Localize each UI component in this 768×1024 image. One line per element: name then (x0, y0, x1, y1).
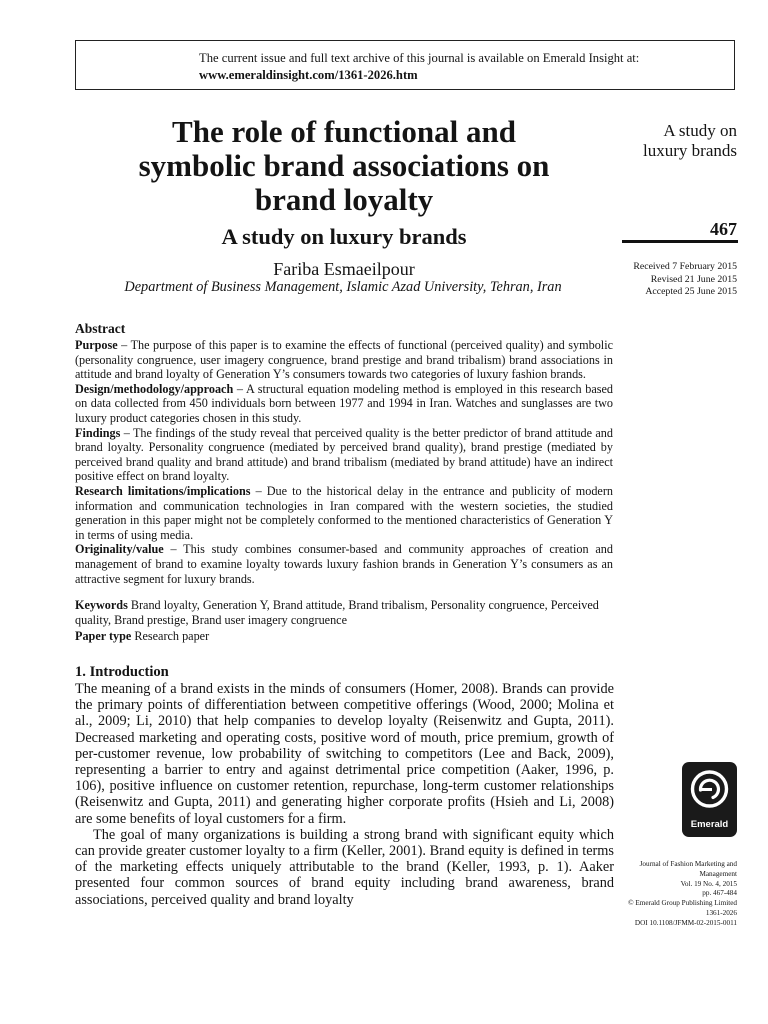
abstract-text: – The findings of the study reveal that perceived quality is the better predictor of brand attitude and brand loyalty. Personality congruence (mediated by perceived brand quality), brand prestige (mediated by perceived brand quality and brand attitude) and brand tribalism (mediated by brand attitude) have an indirect positive effect on brand loyalty. (75, 425, 613, 484)
abstract-section-purpose (75, 338, 613, 382)
title-line: brand loyalty (254, 182, 434, 217)
doi-link[interactable]: DOI 10.1108/JFMM-02-2015-0011 (634, 918, 737, 927)
abstract-text: – Due to the historical delay in the entrance and publicity of modern information and communication technologies in Iran compared with the western societies, the studied generation in this paper might not be completely conformed to the mentioned characteristics of Generation Y in terms of using media. (75, 483, 613, 542)
emerald-e-icon (682, 762, 737, 818)
abstract-text: – This study combines consumer-based and community approaches of creation and management of brand to examine loyalty towards luxury fashion brands in Generation Y’s consumers as an attractive segment for luxury brands. (75, 542, 613, 586)
journal-info-line: Management (699, 869, 737, 878)
abstract-section-originality (75, 542, 613, 586)
journal-url-link[interactable]: www.emeraldinsight.com/1361-2026.htm (199, 68, 418, 82)
journal-info-line: Journal of Fashion Marketing and (639, 860, 737, 868)
abstract-label: Purpose (75, 338, 118, 352)
journal-info-line: 1361-2026 (705, 908, 737, 917)
revised-date: Revised 21 June 2015 (650, 273, 737, 285)
author-affiliation: Department of Business Management, Islamic Azad University, Tehran, Iran (124, 279, 562, 295)
title-line: The role of functional and (172, 114, 516, 149)
emerald-logo (682, 762, 737, 837)
article-title (80, 115, 608, 217)
journal-info-line: © Emerald Group Publishing Limited (628, 899, 737, 908)
abstract-label: Design/methodology/approach (75, 381, 234, 396)
received-date: Received 7 February 2015 (633, 261, 737, 272)
abstract-label: Findings (75, 425, 121, 440)
journal-citation-info (600, 860, 737, 929)
abstract-section-findings (75, 426, 613, 484)
paper-type-label: Paper type (75, 629, 132, 643)
journal-info-line: Vol. 19 No. 4, 2015 (680, 879, 737, 888)
running-title-line: luxury brands (643, 141, 737, 160)
accepted-date: Accepted 25 June 2015 (645, 286, 737, 297)
journal-info-line: pp. 467-484 (702, 889, 737, 898)
author-name: Fariba Esmaeilpour (273, 259, 415, 279)
abstract-body (75, 338, 613, 586)
title-line: symbolic brand associations on (138, 148, 550, 183)
keywords (75, 598, 615, 628)
keywords-text: Brand loyalty, Generation Y, Brand attitude, Brand tribalism, Personality congruence, Perceived quality, Brand prestige, Brand user imagery congruence (75, 598, 599, 627)
paragraph: The meaning of a brand exists in the minds of consumers (Homer, 2008). Brands can provide the primary points of differentiation between competitive offerings (Wood, 2000; Molina et al., 2009; Li, 2010) that help companies to develop loyalty (Reisenwitz and Gupta, 2011). Decreased marketing and operating costs, positive word of mouth, price premium, growth of per-customer revenue, low probability of switching to competitors (Lee and Back, 2009), representing a barrier to entry and against detrimental price competition (Aaker, 1996, p. 106), positive influence on customer retention, repurchase, long-term customer relationships (Reisenwitz and Gupta, 2011) and generating higher corporate profits (Hsieh and Li, 2008) are some benefits of loyal customers for a firm. (75, 681, 614, 827)
abstract-text: – A structural equation modeling method is employed in this research based on data collected from 450 individuals born between 1977 and 1994 in Iran. Watches and sunglasses are two luxury product categories chosen in this study. (75, 381, 613, 425)
logo-wordmark: Emerald (690, 819, 729, 830)
abstract-section-limitations (75, 484, 613, 542)
article-subtitle: A study on luxury brands (221, 224, 467, 249)
introduction-body (75, 681, 614, 908)
article-history-dates (600, 261, 737, 299)
abstract-label: Research limitations/implications (75, 483, 251, 498)
abstract-text: – The purpose of this paper is to examine the effects of functional (perceived quality) and symbolic (personality congruence, user imagery congruence, brand prestige and brand tribalism) brand associations in attitude and brand loyalty of Generation Y’s consumers towards two categories of luxury fashion brands. (75, 338, 613, 382)
journal-availability-notice (75, 40, 735, 90)
page-number: 467 (710, 219, 737, 239)
paragraph: The goal of many organizations is building a strong brand with significant equity which can provide greater customer loyalty to a firm (Keller, 2001). Brand equity is defined in terms of the marketing effects uniquely attributable to the brand (Keller, 1993, p. 1). Aaker presented four common sources of brand equity including brand awareness, brand associations, perceived quality and brand loyalty (75, 826, 614, 908)
paper-type-text: Research paper (131, 629, 210, 643)
abstract-heading: Abstract (75, 321, 126, 336)
abstract-section-design (75, 382, 613, 426)
running-title (600, 121, 737, 161)
running-title-line: A study on (663, 121, 737, 140)
abstract-label: Originality/value (75, 542, 164, 557)
section-heading-introduction: 1. Introduction (75, 664, 169, 680)
paper-type (75, 629, 209, 644)
margin-divider (622, 240, 738, 243)
notice-text: The current issue and full text archive of this journal is available on Emerald Insight at: (199, 51, 640, 65)
keywords-label: Keywords (75, 598, 128, 612)
